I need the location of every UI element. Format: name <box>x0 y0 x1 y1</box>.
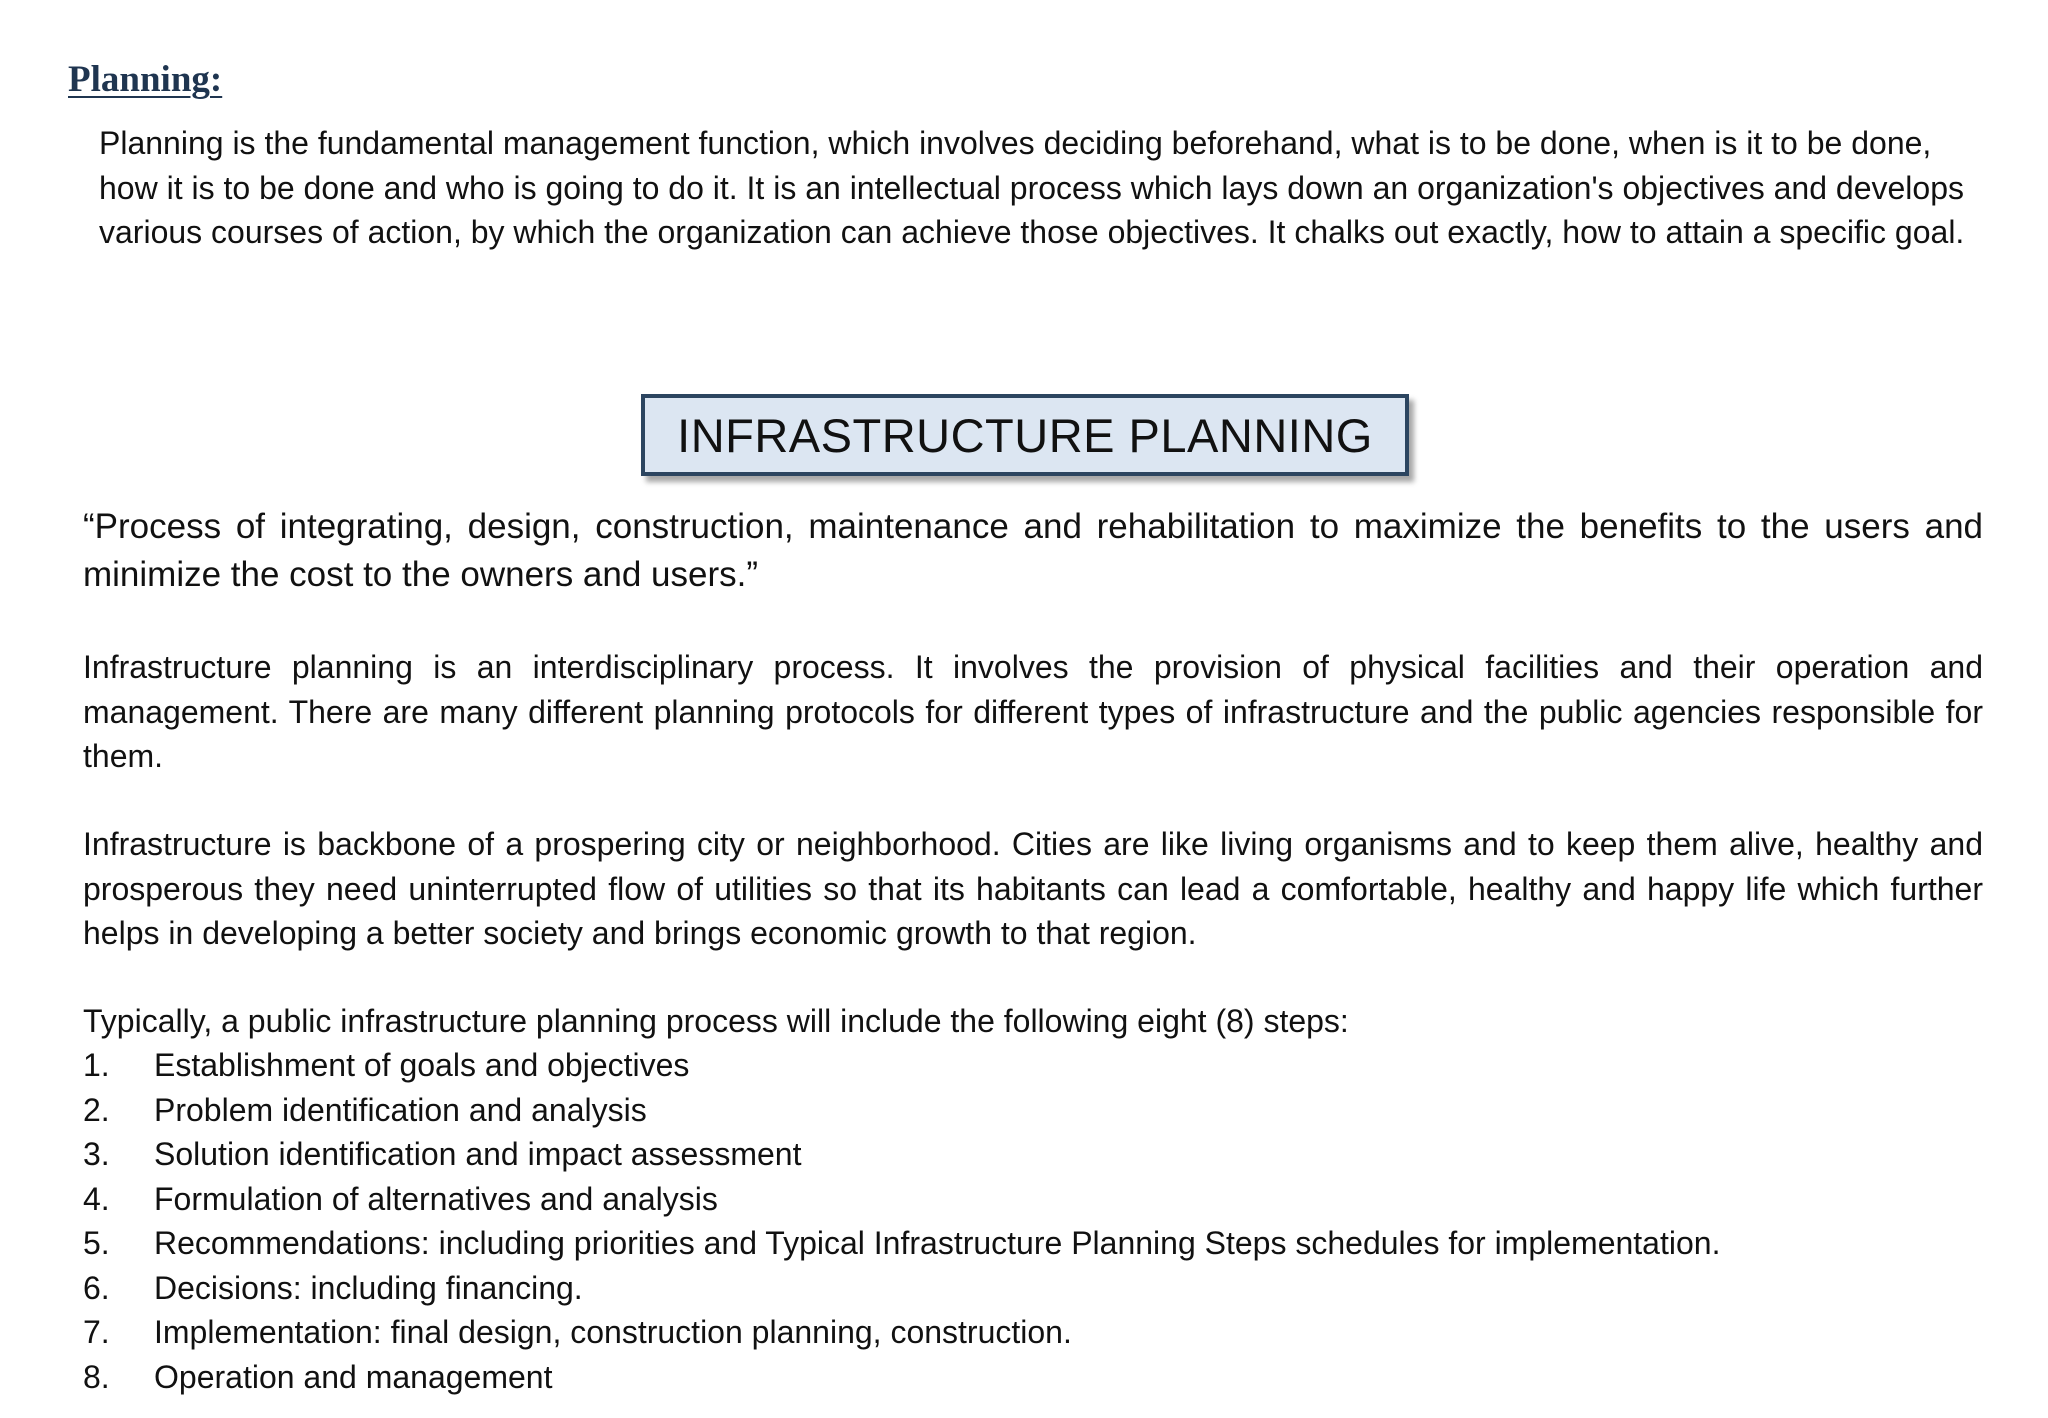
list-item <box>83 1177 1720 1222</box>
title-box <box>641 394 1409 476</box>
section-heading: Planning: <box>68 59 223 100</box>
list-item-text: Establishment of goals and objectives <box>154 1047 690 1083</box>
list-item <box>83 1043 1720 1088</box>
list-item-text: Recommendations: including priorities and Typical Infrastructure Planning Steps schedules for implementation. <box>154 1225 1721 1261</box>
list-item <box>83 1221 1720 1266</box>
list-item-number: 2. <box>83 1091 110 1128</box>
list-item-number: 3. <box>83 1136 110 1172</box>
paragraph-interdisciplinary: Infrastructure planning is an interdisciplinary process. It involves the provision of physical facilities and their operation and management. There are many different planning protocols for different types of infrastructure and the public agencies responsible for them. <box>83 649 1983 774</box>
list-item-text: Problem identification and analysis <box>154 1091 647 1128</box>
definition-quote: “Process of integrating, design, construction, maintenance and rehabilitation to maximize the benefits to the users and minimize the cost to the owners and users.” <box>83 507 1983 594</box>
paragraph-backbone: Infrastructure is backbone of a prospering city or neighborhood. Cities are like living organisms and to keep them alive, healthy and prosperous they need uninterrupted flow of utilities so that its habitants can lead a comfortable, healthy and happy life which further helps in developing a better society and brings economic growth to that region. <box>83 826 1983 951</box>
list-item-number: 8. <box>83 1358 110 1395</box>
intro-paragraph: Planning is the fundamental management function, which involves deciding beforehand, what is to be done, when is it to be done, how it is to be done and who is going to do it. It is an intellectual process which lays down an organization's objectives and develops various courses of action, by which the organization can achieve those objectives. It chalks out exactly, how to attain a specific goal. <box>99 125 1965 250</box>
list-item-text: Decisions: including financing. <box>154 1269 583 1306</box>
list-item-number: 5. <box>83 1225 110 1261</box>
list-item <box>83 1310 1720 1355</box>
list-item-text: Implementation: final design, construction planning, construction. <box>154 1314 1072 1350</box>
list-item-number: 6. <box>83 1269 110 1306</box>
list-item <box>83 1266 1720 1311</box>
steps-list <box>83 1043 1720 1399</box>
list-item-number: 1. <box>83 1047 110 1083</box>
list-item-text: Solution identification and impact assessment <box>154 1136 802 1172</box>
list-item-number: 4. <box>83 1180 110 1217</box>
list-item <box>83 1355 1720 1400</box>
list-item <box>83 1132 1720 1177</box>
list-item-text: Operation and management <box>154 1358 553 1395</box>
title-box-text: INFRASTRUCTURE PLANNING <box>677 408 1373 462</box>
list-item <box>83 1088 1720 1133</box>
list-item-number: 7. <box>83 1314 110 1350</box>
steps-intro: Typically, a public infrastructure planning process will include the following eight (8) steps: <box>83 1003 1349 1039</box>
list-item-text: Formulation of alternatives and analysis <box>154 1180 718 1217</box>
